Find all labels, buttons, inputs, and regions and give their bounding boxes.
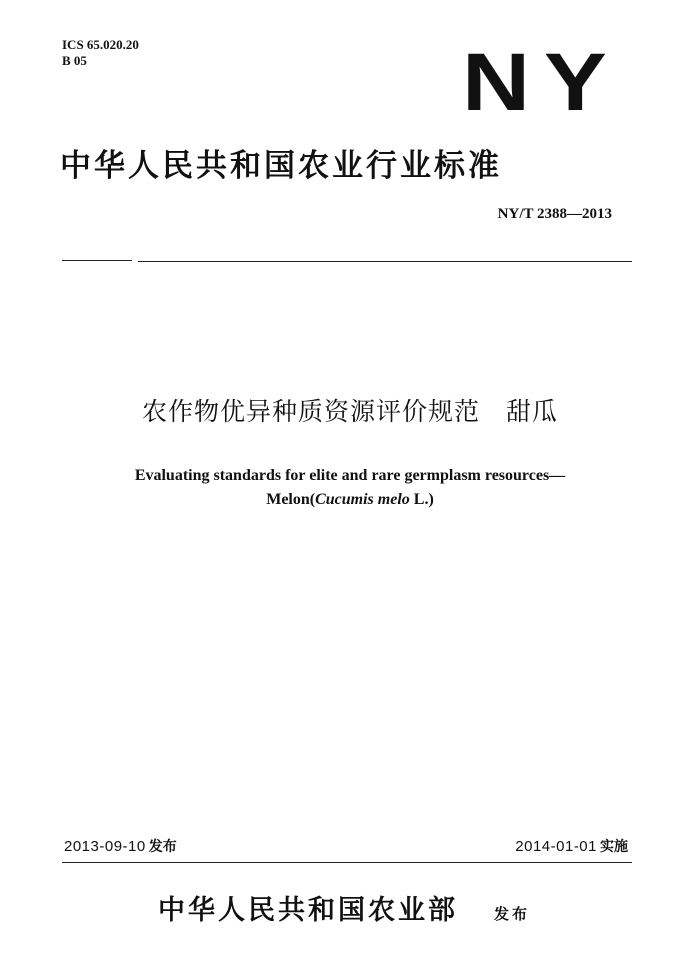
title-english-suffix: L.) (409, 491, 434, 508)
footer-divider (62, 862, 632, 863)
ccs-code: B 05 (62, 53, 87, 68)
implementation-date: 2014-01-01 (515, 838, 597, 855)
issue-label: 发布 (148, 839, 177, 855)
title-english-scientific-name: Cucumis melo (315, 491, 410, 508)
header-divider (138, 261, 632, 262)
header-divider-short (62, 260, 132, 261)
ny-logo: NY (462, 37, 621, 128)
publish-label: 发布 (494, 905, 531, 923)
standard-number: NY/T 2388—2013 (497, 206, 612, 222)
implementation-date-block (515, 837, 628, 857)
issue-date: 2013-09-10 (64, 838, 146, 855)
title-chinese: 农作物优异种质资源评价规范 甜瓜 (141, 397, 558, 426)
issue-date-block (64, 837, 177, 857)
implementation-label: 实施 (600, 839, 628, 855)
publisher-name: 中华人民共和国农业部 (158, 895, 458, 926)
ics-code: ICS 65.020.20 (62, 37, 139, 52)
standard-category: 中华人民共和国农业行业标准 (60, 148, 502, 184)
title-english-line2 (0, 490, 700, 510)
title-english-line1: Evaluating standards for elite and rare germplasm resources— (134, 467, 566, 484)
title-english-prefix: Melon( (266, 491, 316, 508)
